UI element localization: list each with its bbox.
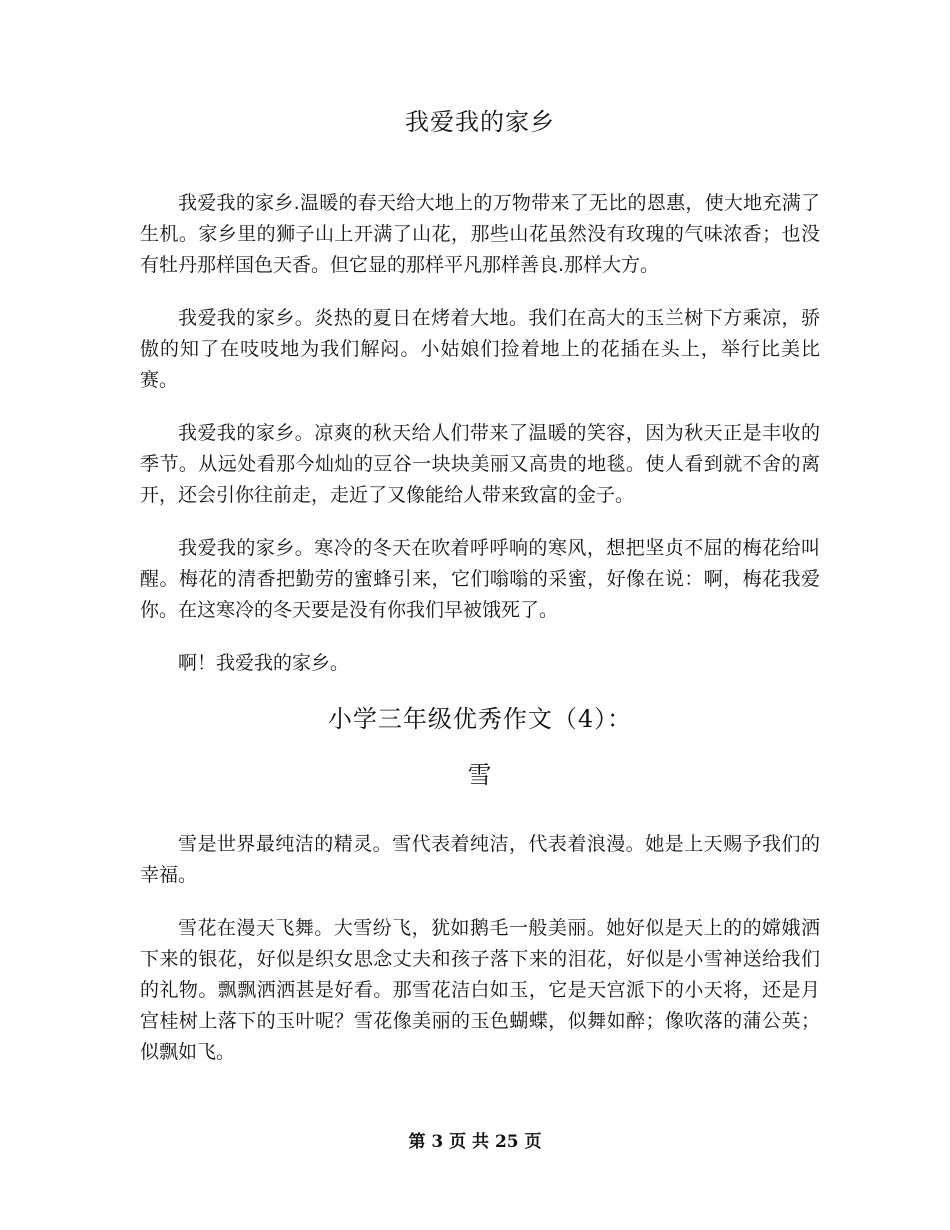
paragraph-summer: 我爱我的家乡。炎热的夏日在烤着大地。我们在高大的玉兰树下方乘凉，骄傲的知了在吱吱地为我们解闷。小姑娘们捡着地上的花插在头上，举行比美比赛。 [140, 307, 820, 391]
page-footer: 第 3 页 共 25 页 [408, 1132, 542, 1152]
paragraph-autumn: 我爱我的家乡。凉爽的秋天给人们带来了温暖的笑容，因为秋天正是丰收的季节。从远处看那今灿灿的豆谷一块块美丽又高贵的地毯。使人看到就不舍的离开，还会引你往前走，走近了又像能给人带来致富的金子。 [140, 422, 820, 506]
paragraph-winter: 我爱我的家乡。寒冷的冬天在吹着呼呼响的寒风，想把坚贞不屈的梅花给叫醒。梅花的清香把勤劳的蜜蜂引来，它们嗡嗡的采蜜，好像在说：啊，梅花我爱你。在这寒冷的冬天要是没有你我们早被饿死了。 [140, 537, 820, 621]
paragraph-snow-intro: 雪是世界最纯洁的精灵。雪代表着纯洁，代表着浪漫。她是上天赐予我们的幸福。 [140, 833, 820, 886]
paragraph-closing: 啊！我爱我的家乡。 [178, 652, 350, 674]
section-title: 小学三年级优秀作文（4）： [327, 705, 633, 733]
paragraph-snow-description: 雪花在漫天飞舞。大雪纷飞，犹如鹅毛一般美丽。她好似是天上的的嫦娥洒下来的银花，好似是织女思念丈夫和孩子落下来的泪花，好似是小雪神送给我们的礼物。飘飘洒洒甚是好看。那雪花洁白如玉，它是天宫派下的小天将，还是月宫桂树上落下的玉叶呢？雪花像美丽的玉色蝴蝶，似舞如醉；像吹落的蒲公英；似飘如飞。 [140, 917, 820, 1063]
paragraph-spring: 我爱我的家乡.温暖的春天给大地上的万物带来了无比的恩惠，使大地充满了生机。家乡里的狮子山上开满了山花，那些山花虽然没有玫瑰的气味浓香；也没有牡丹那样国色天香。但它显的那样平凡那样善良.那样大方。 [140, 192, 820, 276]
snow-title: 雪 [467, 761, 493, 789]
document-body [140, 104, 820, 1090]
essay-title: 我爱我的家乡 [405, 108, 555, 136]
